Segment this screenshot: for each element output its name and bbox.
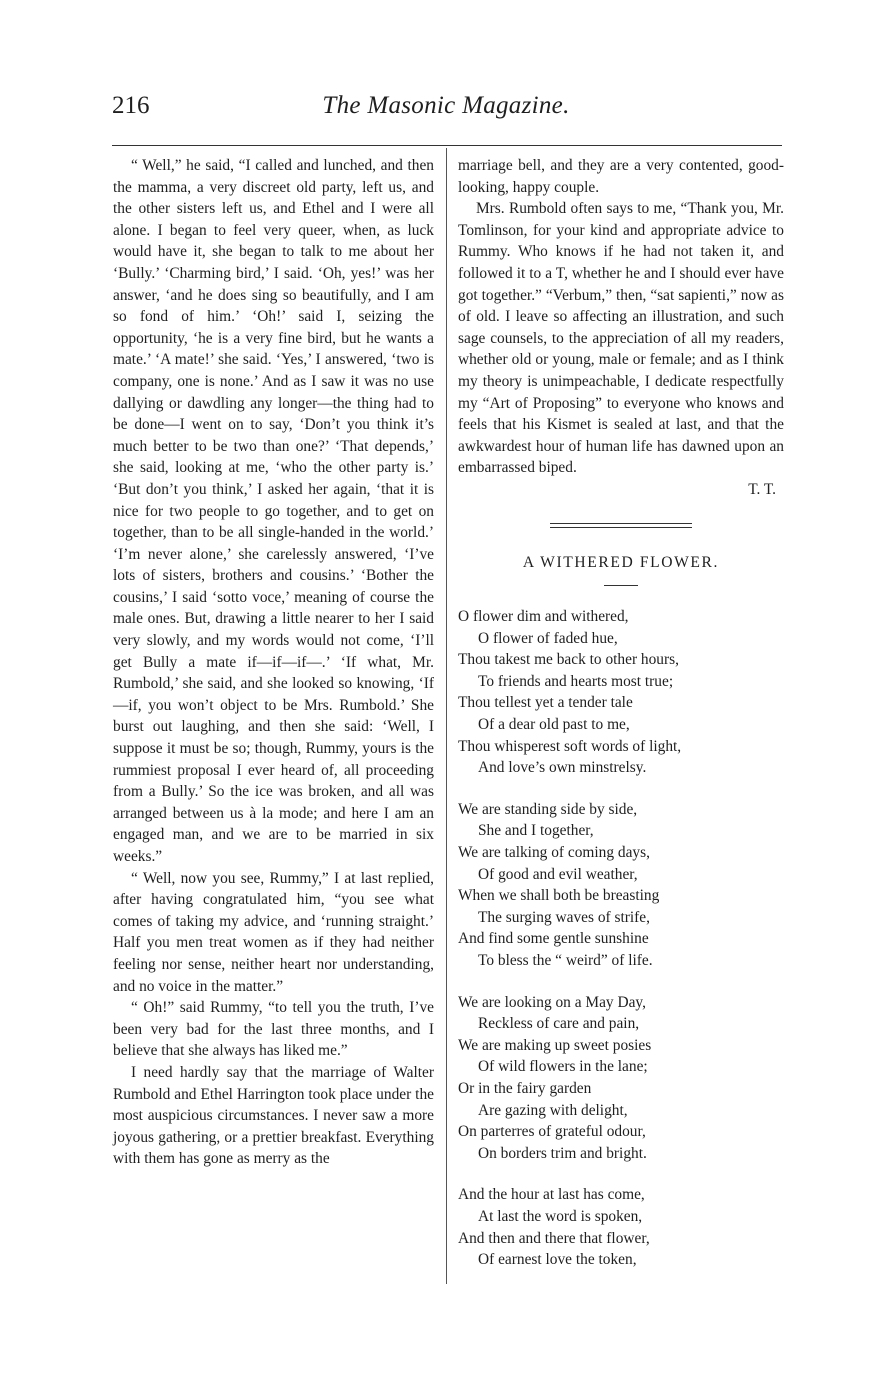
poem-line: O flower dim and withered, bbox=[458, 608, 629, 626]
poem-stanza-4 bbox=[458, 1184, 784, 1270]
left-column bbox=[113, 155, 434, 1170]
poem-line: Or in the fairy garden bbox=[458, 1079, 592, 1097]
poem-line: And love’s own minstrelsy. bbox=[478, 759, 647, 777]
poem-title: A WITHERED FLOWER. bbox=[522, 553, 720, 571]
paragraph: Mrs. Rumbold often says to me, “Thank you, Mr. Tomlinson, for your kind and appropriate advice to Rummy. Who knows if he had not taken it, and followed it to a T, whether he and I should ever have got together.” “Verbum,” then, “sat sapienti,” now as of old. I leave so affecting an illustration, and such sage counsels, to the appreciation of all my readers, whether old or young, male or female; and as I think my theory is unimpeachable, I dedicate respectfully my “Art of Proposing” to everyone who knows and feels that his Kismet is sealed at last, and that the awkwardest hour of human life has dawned upon an embarrassed biped. bbox=[458, 200, 784, 477]
running-title: The Masonic Magazine. bbox=[322, 92, 570, 119]
paragraph: “ Well, now you see, Rummy,” I at last replied, after having congratulated him, “you see what comes of taking my advice, and ‘running straight.’ Half you men treat women as if they had neither feeling nor sense, neither heart nor understanding, and no voice in the matter.” bbox=[113, 869, 434, 995]
paragraph-continuation: marriage bell, and they are a very contented, good-looking, happy couple. bbox=[458, 157, 784, 196]
section-divider bbox=[550, 523, 692, 528]
poem-line: She and I together, bbox=[478, 822, 594, 840]
poem-line: Reckless of care and pain, bbox=[478, 1015, 640, 1033]
poem-line: Are gazing with delight, bbox=[478, 1101, 628, 1119]
page-number: 216 bbox=[112, 92, 150, 119]
paragraph: “ Oh!” said Rummy, “to tell you the truth, I’ve been very bad for the last three months, and I believe that she always has liked me.” bbox=[113, 999, 434, 1060]
poem-stanza-3 bbox=[458, 992, 784, 1165]
poem-line: Thou whisperest soft words of light, bbox=[458, 737, 682, 755]
poem-stanza-2 bbox=[458, 799, 784, 972]
poem-line: Of earnest love the token, bbox=[478, 1251, 637, 1269]
poem-line: Of good and evil weather, bbox=[478, 865, 638, 883]
poem-line: O flower of faded hue, bbox=[478, 629, 618, 647]
page-header bbox=[112, 92, 780, 128]
poem-line: We are looking on a May Day, bbox=[458, 993, 646, 1011]
poem-line: And find some gentle sunshine bbox=[458, 930, 649, 948]
poem-line: To friends and hearts most true; bbox=[478, 672, 674, 690]
poem-line: And the hour at last has come, bbox=[458, 1186, 645, 1204]
poem-line: Thou tellest yet a tender tale bbox=[458, 694, 633, 712]
poem-line: To bless the “ weird” of life. bbox=[478, 952, 653, 969]
title-rule bbox=[604, 585, 638, 586]
right-column bbox=[458, 155, 784, 1271]
poem-line: On borders trim and bright. bbox=[478, 1144, 647, 1162]
poem-line: Of wild flowers in the lane; bbox=[478, 1058, 648, 1076]
poem-line: On parterres of grateful odour, bbox=[458, 1123, 646, 1141]
paragraph: I need hardly say that the marriage of Walter Rumbold and Ethel Harrington took place under the most auspicious circumstances. I never saw a more joyous gathering, or a prettier breakfast. Everything with them has gone as merry as the bbox=[113, 1063, 434, 1168]
column-divider bbox=[446, 148, 447, 1284]
poem-stanza-1 bbox=[458, 606, 784, 779]
poem-line: Thou takest me back to other hours, bbox=[458, 651, 679, 669]
poem-line: When we shall both be breasting bbox=[458, 887, 660, 905]
paragraph: “ Well,” he said, “I called and lunched, and then the mamma, a very discreet old party, left us, and the other sisters left us, and Ethel and I were all alone. I began to feel very queer, when, as luck would have it, she began to talk to me about her ‘Bully.’ ‘Charming bird,’ I said. ‘Oh, yes!’ was her answer, ‘and he does sing so beautifully, and I am so fond of him.’ ‘Oh!’ said I, seizing the opportunity, ‘he is a very fine bird, but he wants a mate.’ ‘A mate!’ she said. ‘Yes,’ I answered, ‘two is company, one is none.’ And as I saw it was no use dallying or dawdling any longer—the thing had to be done—I went on to say, ‘Don’t you think it’s much better to be two than one?’ ‘That depends,’ she said, looking at me, ‘who the other party is.’ ‘But don’t you think,’ I asked her again, ‘that it is nice for two people to go together, and to get on together, than to be all single-handed in the world.’ ‘I’m never alone,’ she carelessly answered, ‘I’ve lots of sisters, brothers and cousins.’ ‘Bother the cousins,’ I said ‘sotto voce,’ meaning of course the male ones. But, drawing a little nearer to her I said very slowly, and my words would not come, ‘I’ll get Bully a mate if—if—if—.’ ‘If what, Mr. Rumbold,’ she said, and she looked so knowing, ‘If—if, you won’t object to be Mrs. Rumbold.’ She burst out laughing, and then she said: ‘Well, I suppose it must be so; though, Rummy, yours is the rummiest proposal I ever heard of, all proceeding from a Bully.’ So the ice was broken, and all was arranged between us à la mode; and here I am an engaged man, and we are to be married in six weeks.” bbox=[113, 157, 434, 865]
poem-line: The surging waves of strife, bbox=[478, 908, 650, 926]
poem-line: Of a dear old past to me, bbox=[478, 716, 630, 734]
poem-line: We are standing side by side, bbox=[458, 800, 638, 818]
poem-line: We are making up sweet posies bbox=[458, 1036, 652, 1054]
header-rule bbox=[112, 145, 782, 146]
poem-line: At last the word is spoken, bbox=[478, 1207, 643, 1225]
author-signature: T. T. bbox=[748, 480, 776, 498]
poem-line: And then and there that flower, bbox=[458, 1229, 650, 1247]
poem-line: We are talking of coming days, bbox=[458, 844, 650, 862]
